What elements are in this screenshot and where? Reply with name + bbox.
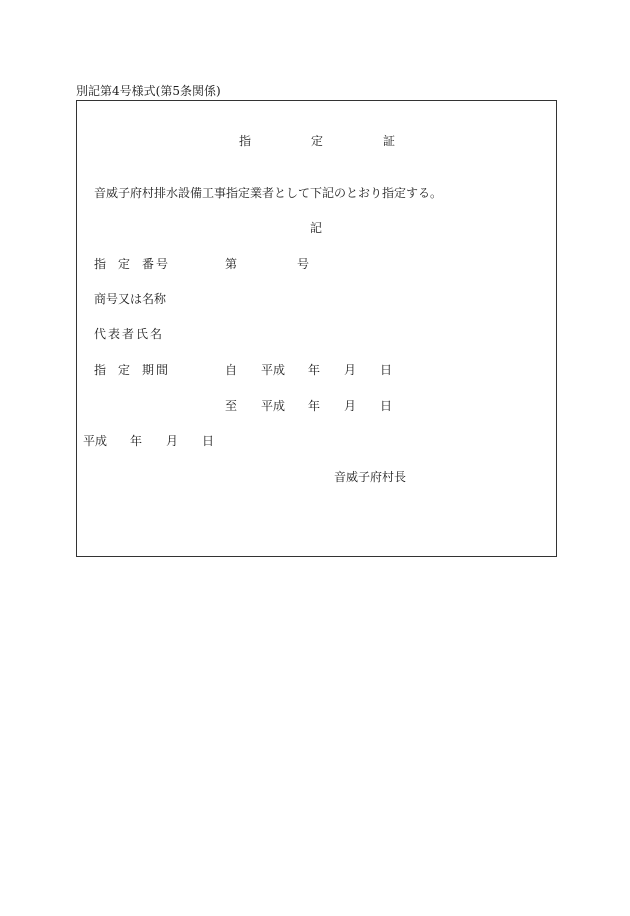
issue-date-month: 月 <box>166 434 179 448</box>
number-label-char-3: 番 <box>142 257 155 271</box>
trade-name-label: 商号又は名称 <box>94 292 167 306</box>
ki-heading: 記 <box>310 221 323 235</box>
period-from-year: 年 <box>308 363 321 377</box>
number-prefix: 第 <box>225 257 238 271</box>
period-label-char-1: 指 <box>94 363 107 377</box>
certificate-frame <box>76 100 557 557</box>
period-label-char-2: 定 <box>118 363 131 377</box>
issue-date-day: 日 <box>202 434 215 448</box>
number-label-char-2: 定 <box>118 257 131 271</box>
period-to-year: 年 <box>308 399 321 413</box>
period-from-prefix: 自 <box>225 363 238 377</box>
issuer-name: 音威子府村長 <box>334 470 407 484</box>
period-to-era: 平成 <box>261 399 286 413</box>
period-to-day: 日 <box>380 399 393 413</box>
rep-label-char-4: 氏 <box>136 327 149 341</box>
issue-date-year: 年 <box>130 434 143 448</box>
issue-date-era: 平成 <box>83 434 108 448</box>
number-label-char-4: 号 <box>156 257 169 271</box>
period-from-month: 月 <box>344 363 357 377</box>
rep-label-char-1: 代 <box>94 327 107 341</box>
period-to-month: 月 <box>344 399 357 413</box>
title-char-1: 指 <box>239 134 252 148</box>
number-suffix: 号 <box>297 257 310 271</box>
period-label-char-3: 期 <box>142 363 155 377</box>
period-from-day: 日 <box>380 363 393 377</box>
rep-label-char-2: 表 <box>108 327 121 341</box>
form-reference: 別記第4号様式(第5条関係) <box>76 84 221 98</box>
title-char-3: 証 <box>383 134 396 148</box>
period-from-era: 平成 <box>261 363 286 377</box>
number-label-char-1: 指 <box>94 257 107 271</box>
rep-label-char-5: 名 <box>150 327 163 341</box>
title-char-2: 定 <box>311 134 324 148</box>
period-to-prefix: 至 <box>225 399 238 413</box>
rep-label-char-3: 者 <box>122 327 135 341</box>
designation-statement: 音威子府村排水設備工事指定業者として下記のとおり指定する。 <box>94 186 443 200</box>
period-label-char-4: 間 <box>156 363 169 377</box>
